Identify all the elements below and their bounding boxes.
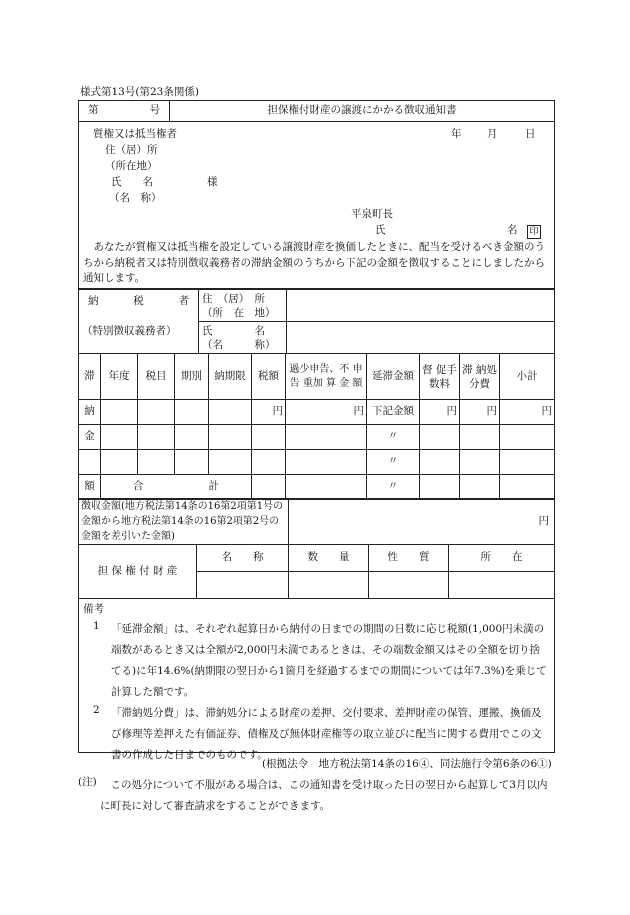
- arrears-side-2: 納: [79, 400, 101, 425]
- date-month: 月: [487, 128, 498, 140]
- taxpayer-address-label: 住 （居） 所 （所 在 地）: [199, 290, 287, 322]
- ditto-mark: 〃: [367, 475, 420, 500]
- arrears-side-3: 金: [79, 425, 101, 450]
- remarks-title: 備考: [83, 603, 104, 615]
- table-row: [79, 450, 555, 475]
- col-late-fee: 延滞金額: [367, 354, 420, 400]
- arrears-table: [78, 353, 555, 500]
- collateral-table: [78, 544, 555, 599]
- addressee-section: [78, 121, 555, 289]
- special-collector-label: （特別徴収義務者）: [82, 324, 177, 337]
- collateral-label: 担 保 権 付 財 産: [79, 545, 197, 599]
- seal-mark: 印: [527, 225, 541, 239]
- col-demand-fee: 督 促手数料: [420, 354, 460, 400]
- col-property-name: 名 称: [197, 545, 289, 572]
- name2-label: （名 称）: [109, 192, 162, 204]
- table-row: [79, 425, 555, 450]
- taxpayer-address-value: [287, 290, 555, 322]
- issuer-office: 平泉町長: [351, 208, 393, 220]
- col-subtotal: 小計: [500, 354, 555, 400]
- document-number: 第 号: [79, 101, 170, 122]
- table-row: [79, 400, 555, 425]
- taxpayer-name-value: [287, 322, 555, 354]
- taxpayer-table: [78, 289, 555, 354]
- collection-label: 徴収金額(地方税法第14条の16第2項第1号の金額から地方税法第14条の16第2項第2号の金額を差引いた金額): [79, 499, 289, 545]
- collection-table: [78, 498, 555, 545]
- col-period: 期別: [175, 354, 209, 400]
- footnote-label: (注): [78, 776, 97, 788]
- col-disposition-cost: 滞 納処分費: [460, 354, 500, 400]
- issuer-name-label: 氏: [375, 224, 386, 236]
- col-quantity: 数 量: [289, 545, 369, 572]
- arrears-side-4: 額: [79, 475, 101, 500]
- honorific: 様: [207, 176, 218, 188]
- address-label: 住（居）所: [105, 144, 158, 156]
- footnote-text: この処分について不服がある場合は、この通知書を受け取った日の翌日から起算して3月以内に町長に対して審査請求をすることができます。: [100, 779, 548, 812]
- yen-unit: 円: [500, 400, 555, 425]
- total-label: 合 計: [101, 475, 252, 500]
- arrears-header-row: [79, 354, 555, 400]
- legal-basis: (根拠法令 地方税法第14条の16④、同法施行令第6条の6①): [262, 758, 552, 770]
- yen-unit: 円: [420, 400, 460, 425]
- taxpayer-label-cell: 納 税 者 （特別徴収義務者）: [79, 290, 199, 354]
- remark-item-2: 2 「滞納処分費」は、滞納処分による財産の差押、交付要求、差押財産の保管、運搬、換価及び修理等差押えた有価証券、債権及び無体財産権等の取立並びに配当に関する費用でこの文書の作成した日までのものです。: [93, 704, 542, 761]
- col-nature: 性 質: [369, 545, 449, 572]
- col-location: 所 在: [449, 545, 555, 572]
- col-tax-amount: 税額: [252, 354, 286, 400]
- date-year: 年: [451, 128, 462, 140]
- location-label: （所在地）: [105, 160, 158, 172]
- taxpayer-name-label: 氏 名 （名 称）: [199, 322, 287, 354]
- yen-unit: 円: [286, 400, 367, 425]
- name-label: 氏 名: [111, 176, 153, 188]
- remark-item-1: 1 「延滞金額」は、それぞれ起算日から納付の日までの期間の日数に応じ税額(1,000円未満の端数があるとき又は全額が2,000円未満であるときは、その端数金額又はその全額を切り捨てる)に年14.6%(納期限の翌日から1箇月を経過するまでの期間については年7.3%)を乗じて計算した額です。: [93, 620, 547, 698]
- yen-unit: 円: [460, 400, 500, 425]
- issuer-name-suffix: 名: [507, 224, 518, 236]
- col-tax-item: 税目: [138, 354, 175, 400]
- remarks-section: [78, 598, 555, 761]
- arrears-side-1: 滞: [79, 354, 101, 400]
- document-title: 担保権付財産の譲渡にかかる徴収通知書: [170, 101, 555, 122]
- collection-yen: 円: [289, 499, 555, 545]
- yen-unit: 円: [252, 400, 286, 425]
- ditto-mark: 〃: [367, 425, 420, 450]
- arrears-total-row: [79, 475, 555, 500]
- col-fiscal-year: 年度: [101, 354, 138, 400]
- date-day: 日: [525, 128, 536, 140]
- below-amount-label: 下記金額: [367, 400, 420, 425]
- ditto-mark: 〃: [367, 450, 420, 475]
- header-table: [78, 100, 555, 122]
- col-due-date: 納期限: [209, 354, 252, 400]
- notice-text: あなたが質権又は抵当権を設定している譲渡財産を換価したときに、配当を受けるべき金額のうちから納税者又は特別徴収義務者の滞納金額のうちから下記の金額を徴収することにしましたから通知します。: [83, 241, 545, 284]
- pledgee-label: 質権又は抵当権者: [93, 128, 177, 140]
- col-additional-tax: 過少申告、不 申 告 重加 算 金 額: [286, 354, 367, 400]
- form-number: 様式第13号(第23条関係): [80, 86, 199, 98]
